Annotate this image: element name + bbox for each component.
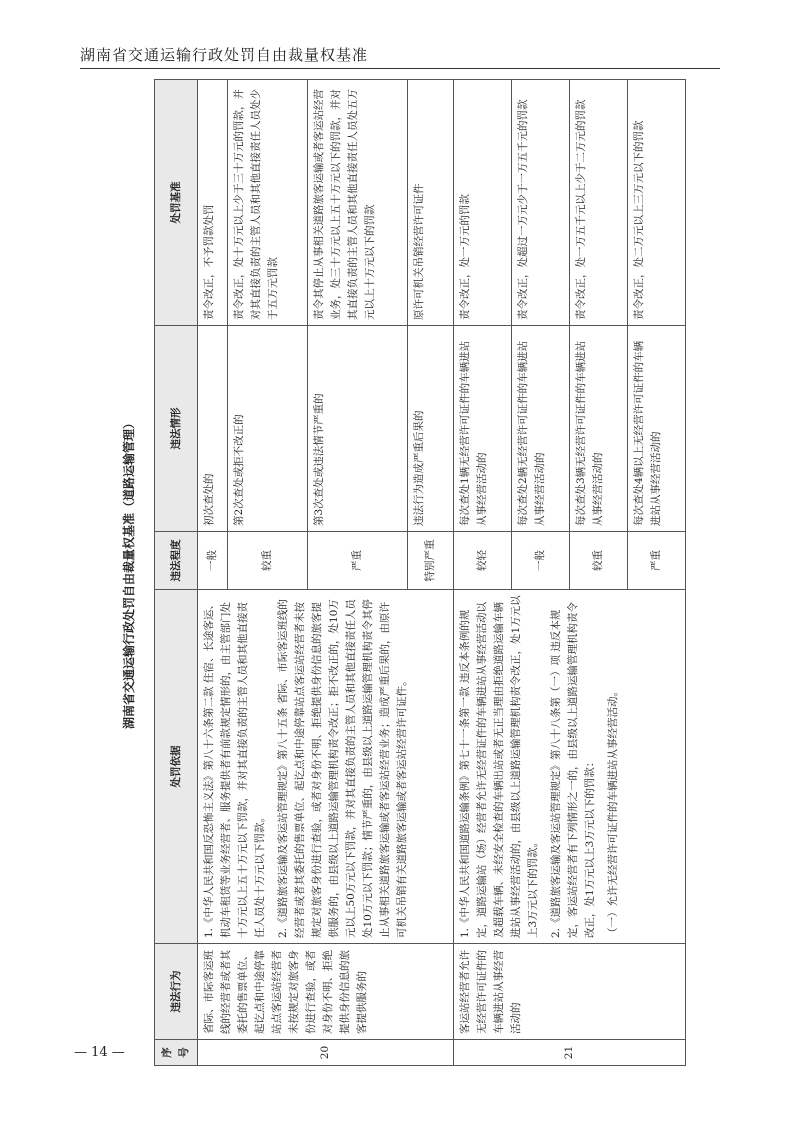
col-header-act: 违法行为 (155, 944, 198, 1040)
basis-clause: 2.《道路旅客运输及客运站管理规定》第八十八条第（一）项 违反本规定，客运站经营者有下列情形之一的，由县级以上道路运输管理机构责令改正，处1万元以上3万元以下的罚款： (550, 602, 596, 938)
violation-case: 第2次查处或拒不改正的 (228, 326, 308, 532)
violation-act: 客运站经营者允许无经营许可证件的车辆进站从事经营活动的 (454, 944, 686, 1040)
table-row (454, 80, 512, 1066)
running-header-title: 湖南省交通运输行政处罚自由裁量权基准 (80, 46, 369, 64)
table-title: 湖南省交通运输行政处罚自由裁量权基准（道路运输管理） (122, 417, 136, 730)
violation-case: 每次查处1辆无经营许可证件的车辆进站从事经营活动的 (454, 326, 512, 532)
basis-clause: 1.《中华人民共和国道路运输条例》第七十一条第一款 违反本条例的规定，道路运输站（场）经营者允许无经营证件的车辆进站从事经营活动以及超载车辆、未经安全检查的车辆出站或者无正当理由拒绝道路运输车辆进站从事经营活动的，由县级以上道路运输管理机构责令改正，处1万元以上3万元以下的罚款。 (459, 595, 539, 938)
violation-degree: 较轻 (454, 532, 512, 590)
col-header-case: 违法情形 (155, 326, 198, 532)
basis-clause: 1.《中华人民共和国反恐怖主义法》第八十六条第二款 住宿、长途客运、机动车租赁等业务经营者、服务提供者有前款规定情形的，由主管部门处十万元以上五十万元以下罚款，并对其直接负责的主管人员和其他直接责任人员处十万元以下罚款。 (203, 599, 266, 938)
violation-degree: 一般 (198, 532, 228, 590)
col-header-no: 序号 (155, 1040, 198, 1066)
page-number: — 14 — (74, 1045, 125, 1060)
col-header-standard: 处罚基准 (155, 80, 198, 326)
violation-case: 每次查处3辆无经营许可证件的车辆进站从事经营活动的 (570, 326, 628, 532)
violation-case: 每次查处4辆以上无经营许可证件的车辆进站从事经营活动的 (628, 326, 686, 532)
violation-case: 初次查处的 (198, 326, 228, 532)
penalty-standard: 责令改正，不予罚款处罚 (198, 80, 228, 326)
penalty-standard: 责令改正，处一万五千元以上少于二万元的罚款 (570, 80, 628, 326)
violation-case: 每次查处2辆无经营许可证件的车辆进站从事经营活动的 (512, 326, 570, 532)
table-row (198, 80, 228, 1066)
violation-case: 第3次查处或违法情节严重的 (308, 326, 408, 532)
violation-degree: 较重 (228, 532, 308, 590)
violation-degree: 较重 (570, 532, 628, 590)
penalty-basis (198, 590, 454, 944)
violation-degree: 严重 (308, 532, 408, 590)
running-header (80, 44, 720, 72)
penalty-standard: 责令改正，处十万元以上少于三十万元的罚款，并对其直接负责的主管人员和其他直接责任人员处少于五万元罚款 (228, 80, 308, 326)
basis-clause: （一）允许无经营许可证件的车辆进站从事经营活动。 (607, 686, 619, 938)
penalty-standard: 责令改正，处超过一万元少于一万五千元的罚款 (512, 80, 570, 326)
violation-degree: 特别严重 (408, 532, 454, 590)
penalty-standard: 责令其停止从事相关道路旅客运输或者客运站经营业务，处三十万元以上五十万元以下的罚款，并对其直接负责的主管人员和其他直接责任人员处五万元以上十万元以下的罚款 (308, 80, 408, 326)
rotated-table-page (120, 80, 724, 1066)
penalty-basis (454, 590, 686, 944)
penalty-standard-table (154, 79, 686, 1066)
penalty-standard: 责令改正，处一万元的罚款 (454, 80, 512, 326)
violation-degree: 严重 (628, 532, 686, 590)
col-header-degree: 违法程度 (155, 532, 198, 590)
table-header-row (155, 80, 198, 1066)
row-number: 21 (454, 1040, 686, 1066)
header-rule (80, 68, 720, 69)
penalty-standard: 原许可机关吊销经营许可证件 (408, 80, 454, 326)
violation-degree: 一般 (512, 532, 570, 590)
col-header-basis: 处罚依据 (155, 590, 198, 944)
violation-case: 违法行为造成严重后果的 (408, 326, 454, 532)
violation-act: 省际、市际客运班线的经营者或者其委托的售票单位、起讫点和中途停靠站点客运站经营者未按规定对旅客身份进行查验，或者对身份不明、拒绝提供身份信息的旅客提供服务的 (198, 944, 454, 1040)
row-number: 20 (198, 1040, 454, 1066)
basis-clause: 2.《道路旅客运输及客运站管理规定》第八十五条 省际、市际客运班线的经营者或者其委托的售票单位、起讫点和中途停靠站点客运站经营者未按规定对旅客身份进行查验，或者对身份不明、拒绝提供身份信息的旅客提供服务的，由县级以上道路运输管理机构责令改正；拒不改正的，处10万元以上50万元以下罚款，并对其直接负责的主管人员和其他直接责任人员处10万元以下罚款；情节严重的，由县级以上道路运输管理机构责令其停止从事相关道路旅客运输或者客运站经营业务；造成严重后果的，由原许可机关吊销有关道路旅客运输或者客运站经营许可证件。 (277, 599, 408, 938)
penalty-standard: 责令改正，处二万元以上三万元以下的罚款 (628, 80, 686, 326)
